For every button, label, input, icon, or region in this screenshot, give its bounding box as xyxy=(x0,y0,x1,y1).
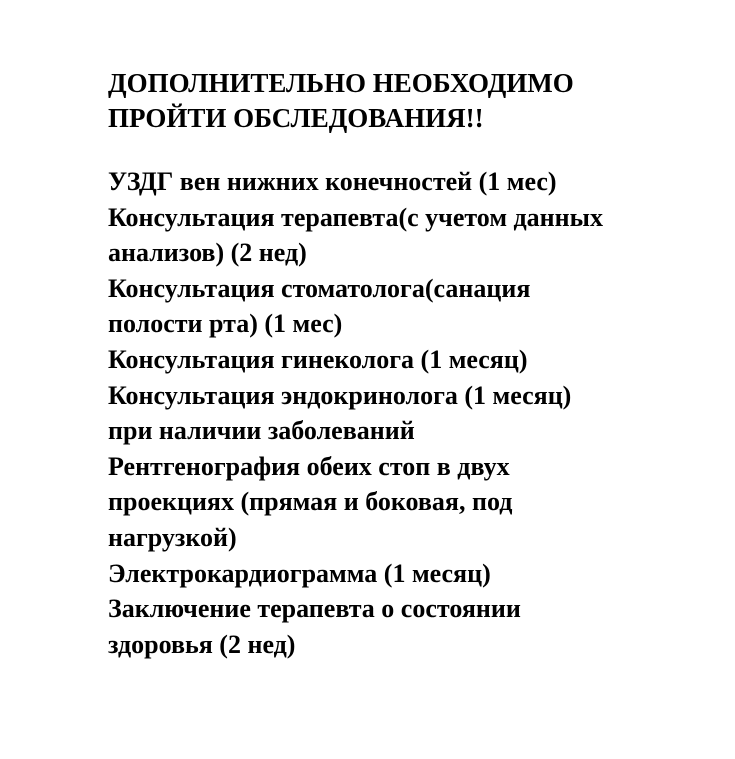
examination-item-therapist-conclusion: Заключение терапевта о состоянии здоровья (2 нед) xyxy=(108,594,521,659)
document-body xyxy=(108,66,718,662)
examination-item-therapist: Консультация терапевта(с учетом данных анализов) (2 нед) xyxy=(108,202,603,268)
examination-item-endocrinologist: Консультация эндокринолога (1 месяц) при наличии заболеваний xyxy=(108,380,572,446)
examination-list xyxy=(108,164,718,662)
document-heading: ДОПОЛНИТЕЛЬНО НЕОБХОДИМО ПРОЙТИ ОБСЛЕДОВАНИЯ!! xyxy=(108,68,574,133)
examination-item-dentist: Консультация стоматолога(санация полости рта) (1 мес) xyxy=(108,273,531,339)
examination-item-uzdg: УЗДГ вен нижних конечностей (1 мес) xyxy=(108,167,557,196)
examination-item-ecg: Электрокардиограмма (1 месяц) xyxy=(108,558,491,588)
examination-item-radiography: Рентгенография обеих стоп в двух проекциях (прямая и боковая, под нагрузкой) xyxy=(108,451,513,552)
examination-item-gynecologist: Консультация гинеколога (1 месяц) xyxy=(108,344,528,374)
